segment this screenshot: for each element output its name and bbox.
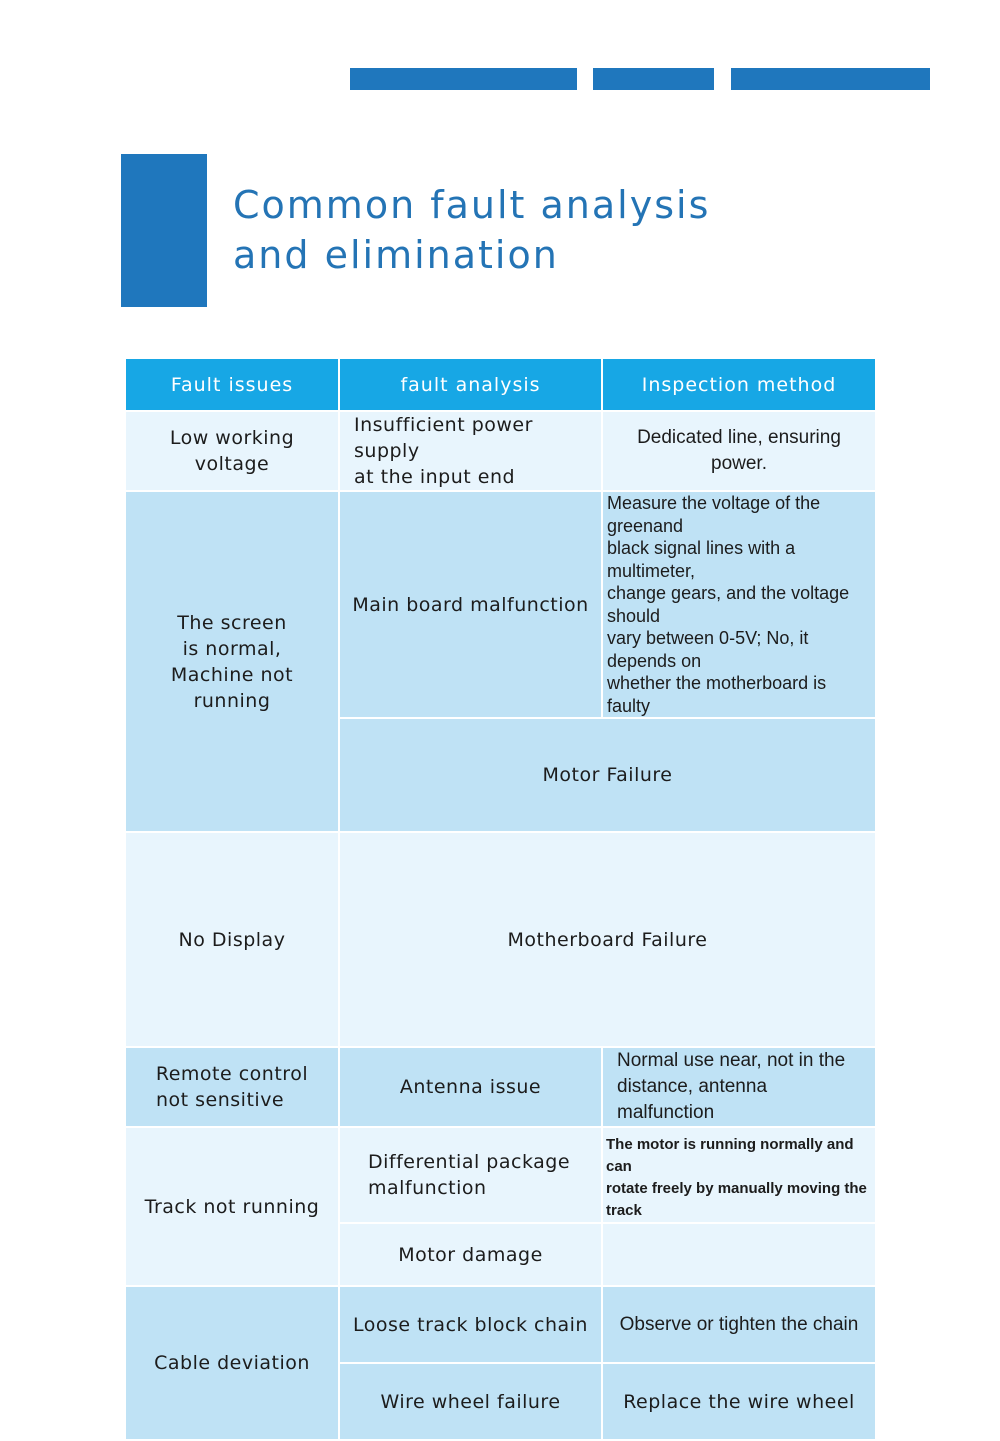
inspection-method-cell-empty bbox=[602, 1223, 876, 1286]
page-title-line-2: and elimination bbox=[233, 233, 559, 277]
fault-analysis-cell: Antenna issue bbox=[339, 1047, 602, 1127]
inspection-method-cell: Dedicated line, ensuring power. bbox=[602, 411, 876, 491]
fault-issue-cell bbox=[125, 491, 339, 832]
fault-analysis-cell bbox=[339, 411, 602, 491]
cell-line: Normal use near, not in the bbox=[617, 1050, 846, 1071]
title-accent-block bbox=[121, 154, 207, 307]
top-decor-bar-2 bbox=[593, 68, 714, 90]
cell-line: running bbox=[193, 689, 271, 712]
fault-analysis-cell bbox=[339, 1127, 602, 1223]
fault-analysis-cell: Motor Failure bbox=[339, 718, 876, 832]
inspection-method-cell bbox=[602, 1047, 876, 1127]
cell-line: not sensitive bbox=[156, 1089, 285, 1111]
fault-issue-cell: Track not running bbox=[125, 1127, 339, 1286]
cell-line: Insufficient power supply bbox=[354, 414, 533, 462]
cell-line: rotate freely by manually moving the track bbox=[606, 1180, 867, 1219]
cell-line: The screen bbox=[177, 611, 287, 634]
cell-line: Machine not bbox=[170, 663, 294, 686]
page-title-line-1: Common fault analysis bbox=[233, 183, 711, 227]
table-row bbox=[125, 491, 876, 718]
fault-analysis-cell: Main board malfunction bbox=[339, 491, 602, 718]
fault-analysis-table bbox=[124, 357, 877, 1441]
inspection-method-cell: Replace the wire wheel bbox=[602, 1363, 876, 1440]
header-inspection-method: Inspection method bbox=[602, 358, 876, 411]
table-row bbox=[125, 832, 876, 1047]
cell-line: malfunction bbox=[368, 1177, 487, 1199]
cell-line: Measure the voltage of the greenand bbox=[607, 493, 821, 536]
cell-line: Remote control bbox=[155, 1063, 309, 1085]
cell-line: Differential package bbox=[368, 1151, 571, 1173]
header-fault-issues: Fault issues bbox=[125, 358, 339, 411]
fault-analysis-cell: Motor damage bbox=[339, 1223, 602, 1286]
cell-line: distance, antenna malfunction bbox=[617, 1076, 768, 1123]
fault-issue-cell: Cable deviation bbox=[125, 1286, 339, 1440]
table-row bbox=[125, 1286, 876, 1363]
cell-line: voltage bbox=[194, 453, 270, 475]
inspection-method-cell bbox=[602, 491, 876, 718]
table-row bbox=[125, 411, 876, 491]
cell-line: The motor is running normally and can bbox=[606, 1136, 854, 1175]
cell-line: is normal, bbox=[182, 637, 282, 660]
fault-issue-cell bbox=[125, 411, 339, 491]
top-decor-bar-1 bbox=[350, 68, 577, 90]
page-title bbox=[233, 180, 710, 280]
fault-issue-cell bbox=[125, 1047, 339, 1127]
table-header-row bbox=[125, 358, 876, 411]
fault-analysis-cell: Loose track block chain bbox=[339, 1286, 602, 1363]
fault-analysis-cell: Wire wheel failure bbox=[339, 1363, 602, 1440]
inspection-method-cell bbox=[602, 1127, 876, 1223]
inspection-method-cell: Observe or tighten the chain bbox=[602, 1286, 876, 1363]
header-fault-analysis: fault analysis bbox=[339, 358, 602, 411]
table-row bbox=[125, 1127, 876, 1223]
cell-line: vary between 0-5V; No, it depends on bbox=[607, 628, 809, 671]
cell-line: black signal lines with a multimeter, bbox=[607, 538, 796, 581]
top-decor-bar-3 bbox=[731, 68, 930, 90]
fault-issue-cell: No Display bbox=[125, 832, 339, 1047]
fault-analysis-cell: Motherboard Failure bbox=[339, 832, 876, 1047]
cell-line: change gears, and the voltage should bbox=[607, 583, 850, 626]
cell-line: whether the motherboard is faulty bbox=[607, 673, 827, 716]
table-row bbox=[125, 1047, 876, 1127]
cell-line: at the input end bbox=[354, 466, 516, 488]
cell-line: Low working bbox=[169, 427, 295, 449]
